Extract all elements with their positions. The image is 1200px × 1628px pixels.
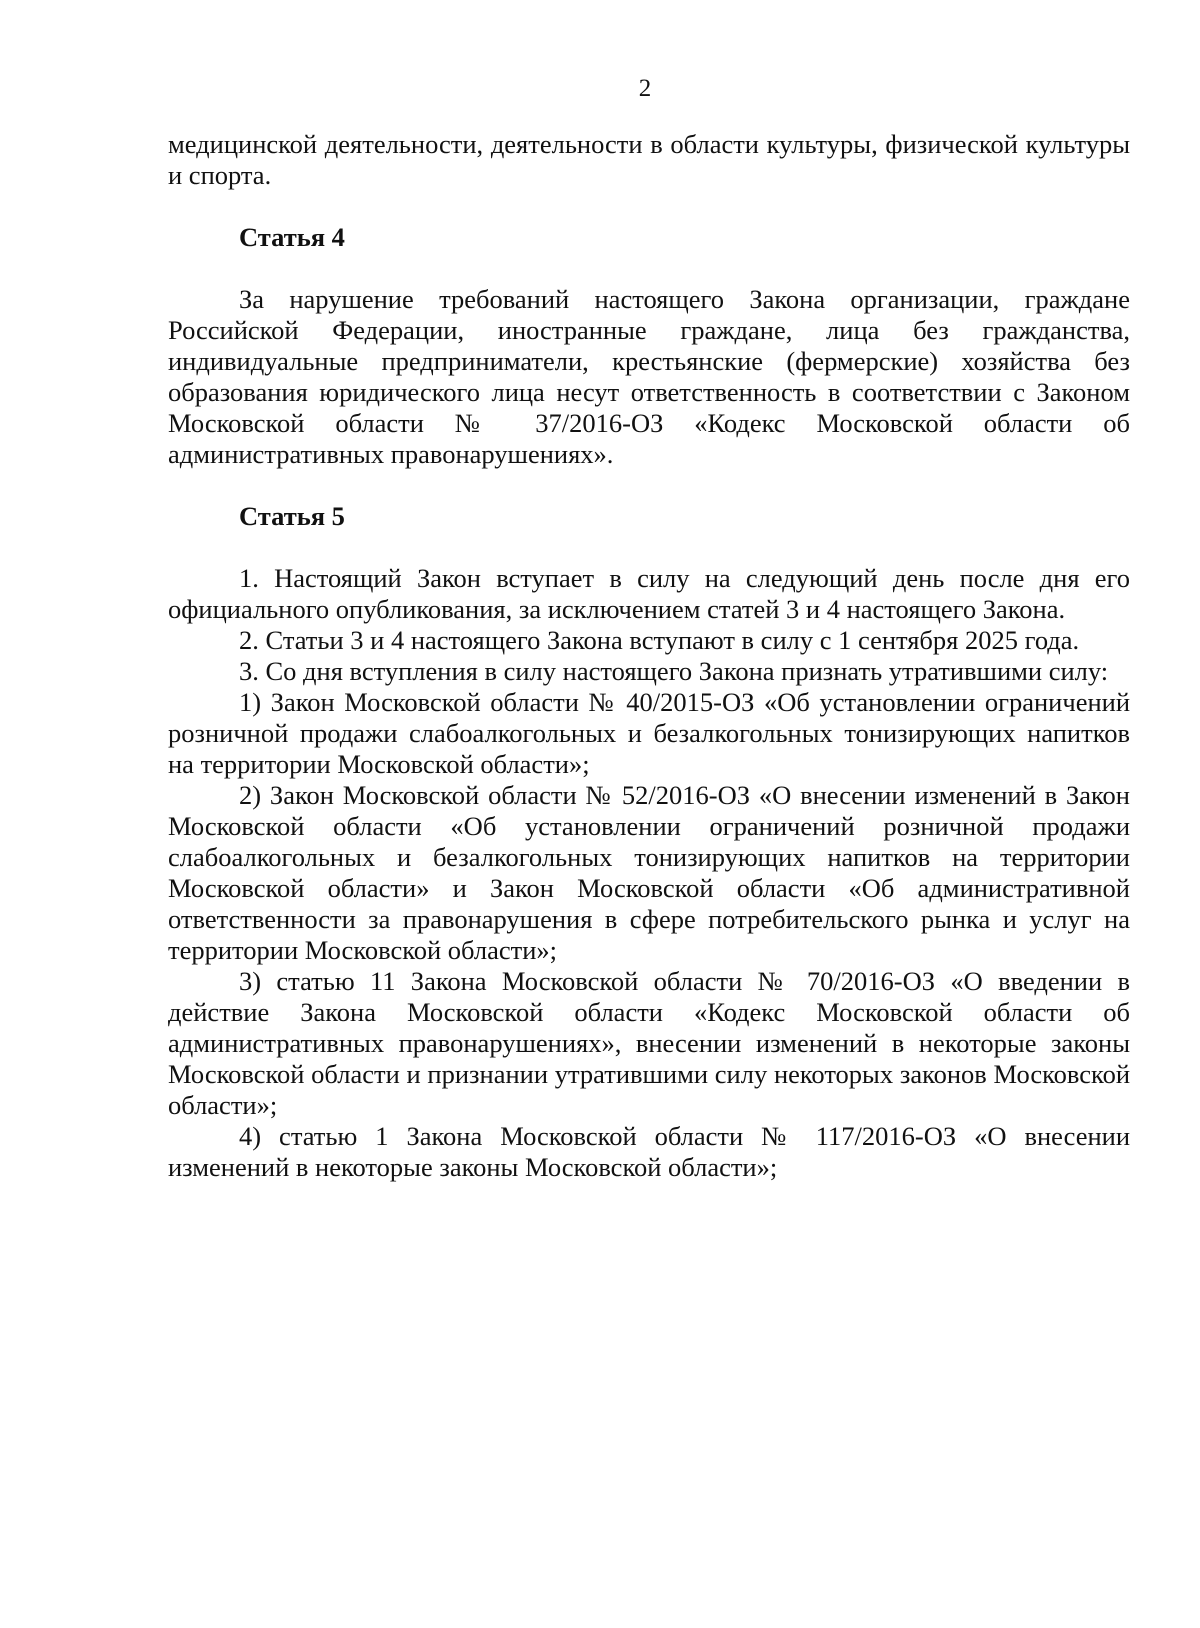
article-5-paragraph-1: 1. Настоящий Закон вступает в силу на следующий день после дня его официального опубликования, за исключением статей 3 и 4 настоящего Закона. [168, 563, 1130, 624]
article-4-heading: Статья 4 [239, 222, 345, 252]
document-body [168, 129, 1130, 1183]
article-5-item-2: 2) Закон Московской области № 52/2016-ОЗ «О внесении изменений в Закон Московской области «Об установлении ограничений розничной продажи слабоалкогольных и безалкогольных тонизирующих напитков на территории Московской области» и Закон Московской области «Об административной ответственности за правонарушения в сфере потребительского рынка и услуг на территории Московской области»; [168, 780, 1130, 965]
spacer [168, 253, 1130, 284]
intro-paragraph: медицинской деятельности, деятельности в области культуры, физической культуры и спорта. [168, 129, 1130, 190]
article-5-paragraph-3: 3. Со дня вступления в силу настоящего Закона признать утратившими силу: [239, 656, 1109, 686]
page-number: 2 [638, 75, 652, 102]
spacer [168, 470, 1130, 501]
spacer [168, 191, 1130, 222]
article-5-heading: Статья 5 [239, 501, 345, 531]
article-5-item-3: 3) статью 11 Закона Московской области № 70/2016-ОЗ «О введении в действие Закона Московской области «Кодекс Московской области об административных правонарушениях», внесении изменений в некоторые законы Московской области и признании утратившими силу некоторых законов Московской области»; [168, 966, 1130, 1120]
article-5-item-4: 4) статью 1 Закона Московской области № 117/2016-ОЗ «О внесении изменений в некоторые законы Московской области»; [168, 1121, 1130, 1182]
article-5-paragraph-2: 2. Статьи 3 и 4 настоящего Закона вступают в силу с 1 сентября 2025 года. [239, 625, 1080, 655]
article-5-item-1: 1) Закон Московской области № 40/2015-ОЗ «Об установлении ограничений розничной продажи слабоалкогольных и безалкогольных тонизирующих напитков на территории Московской области»; [168, 687, 1130, 779]
article-4-paragraph: За нарушение требований настоящего Закона организации, граждане Российской Федерации, иностранные граждане, лица без гражданства, индивидуальные предприниматели, крестьянские (фермерские) хозяйства без образования юридического лица несут ответственность в соответствии с Законом Московской области № 37/2016-ОЗ «Кодекс Московской области об административных правонарушениях». [168, 284, 1130, 469]
spacer [168, 532, 1130, 563]
